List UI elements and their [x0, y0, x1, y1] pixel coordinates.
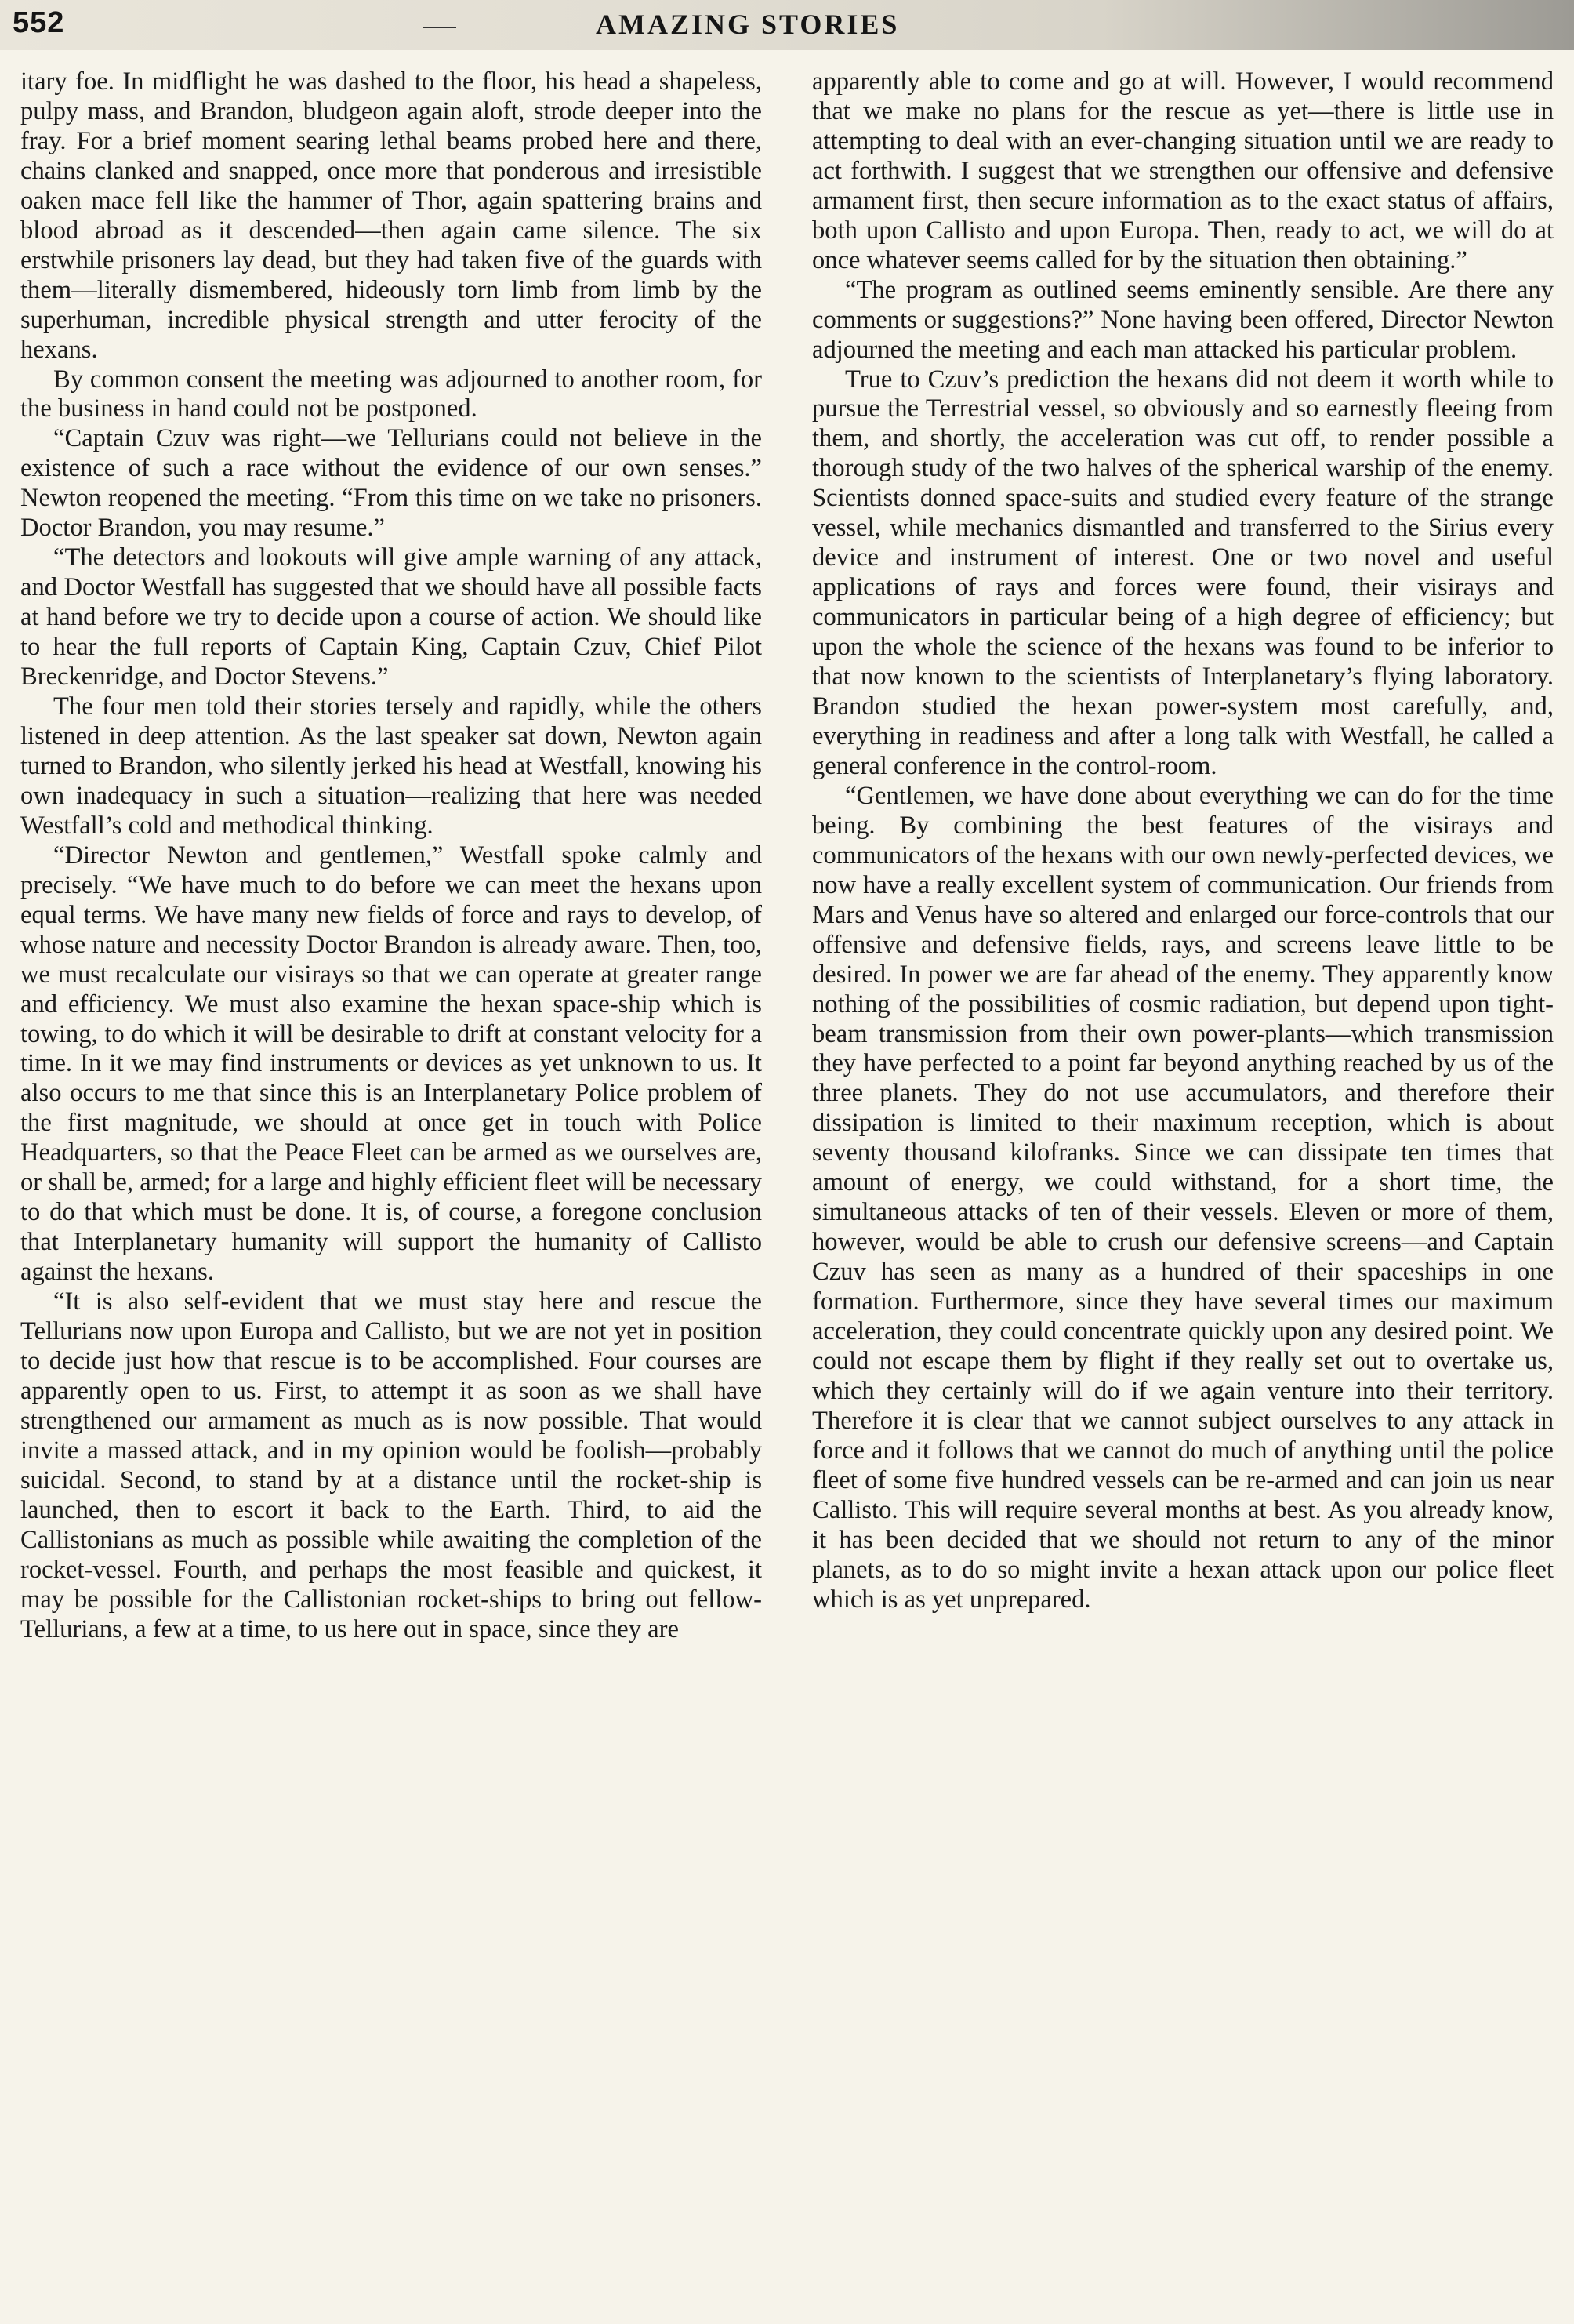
page-number: 552 [13, 6, 65, 39]
paragraph: “The detectors and lookouts will give ample warning of any attack, and Doctor Westfall has suggested that we should have all possible facts at hand before we try to decide upon a course of action. We should like to hear the full reports of Captain King, Captain Czuv, Chief Pilot Breckenridge, and Doctor Stevens.” [20, 543, 762, 692]
header-rule [423, 27, 456, 28]
right-column [812, 67, 1554, 1615]
paragraph: apparently able to come and go at will. However, I would recommend that we make no plans for the rescue as yet—there is little use in attempting to deal with an ever-changing situation until we are ready to act forthwith. I suggest that we strengthen our offensive and defensive armament first, then secure information as to the exact status of affairs, both upon Callisto and upon Europa. Then, ready to act, we will do at once whatever seems called for by the situation then obtaining.” [812, 67, 1554, 274]
paragraph: “Gentlemen, we have done about everything we can do for the time being. By combining the best features of the visirays and communicators of the hexans with our own newly-perfected devices, we now have a really excellent system of communication. Our friends from Mars and Venus have so altered and enlarged our force-controls that our offensive and defensive fields, rays, and screens leave little to be desired. In power we are far ahead of the enemy. They apparently know nothing of the possibilities of cosmic radiation, but depend upon tight-beam transmission from their own power-plants—which transmission they have perfected to a point far beyond anything reached by us of the three planets. They do not use accumulators, and therefore their dissipation is limited to their maximum reception, which is about seventy thousand kilofranks. Since we can dissipate ten times that amount of energy, we could withstand, for a short time, the simultaneous attacks of ten of their vessels. Eleven or more of them, however, would be able to crush our defensive screens—and Captain Czuv has seen as many as a hundred of their spaceships in one formation. Furthermore, since they have several times our maximum acceleration, they could concentrate quickly upon any desired point. We could not escape them by flight if they really set out to overtake us, which they certainly will do if we again venture into their territory. Therefore it is clear that we cannot subject ourselves to any attack in force and it follows that we cannot do much of anything until the police fleet of some five hundred vessels can be re-armed and can join us near Callisto. This will require several months at best. As you already know, it has been decided that we should not return to any of the minor planets, as to do so might invite a hexan attack upon our police fleet which is as yet unprepared. [812, 781, 1554, 1614]
paragraph: “Captain Czuv was right—we Tellurians could not believe in the existence of such a race without the evidence of our own senses.” Newton reopened the meeting. “From this time on we take no prisoners. Doctor Brandon, you may resume.” [20, 424, 762, 543]
paragraph: “The program as outlined seems eminently sensible. Are there any comments or suggestions?” None having been offered, Director Newton adjourned the meeting and each man attacked his particular problem. [812, 275, 1554, 364]
paragraph: The four men told their stories tersely and rapidly, while the others listened in deep attention. As the last speaker sat down, Newton again turned to Brandon, who silently jerked his head at Westfall, knowing his own inadequacy in such a situation—realizing that here was needed Westfall’s cold and methodical thinking. [20, 692, 762, 840]
paragraph: “Director Newton and gentlemen,” Westfall spoke calmly and precisely. “We have much to do before we can meet the hexans upon equal terms. We have many new fields of force and rays to develop, of whose nature and necessity Doctor Brandon is already aware. Then, too, we must recalculate our visirays so that we can operate at greater range and efficiency. We must also examine the hexan space-ship which is towing, to do which it will be desirable to drift at constant velocity for a time. In it we may find instruments or devices as yet unknown to us. It also occurs to me that since this is an Interplanetary Police problem of the first magnitude, we should at once get in touch with Police Headquarters, so that the Peace Fleet can be armed as we ourselves are, or shall be, armed; for a large and highly efficient fleet will be necessary to do that which must be done. It is, of course, a foregone conclusion that Interplanetary humanity will support the humanity of Callisto against the hexans. [20, 841, 762, 1287]
paragraph: “It is also self-evident that we must stay here and rescue the Tellurians now upon Europa and Callisto, but we are not yet in position to decide just how that rescue is to be accomplished. Four courses are apparently open to us. First, to attempt it as soon as we shall have strengthened our armament as much as is now possible. That would invite a massed attack, and in my opinion would be foolish—probably suicidal. Second, to stand by at a distance until the rocket-ship is launched, then to escort it back to the Earth. Third, to aid the Callistonians as much as possible while awaiting the completion of the rocket-vessel. Fourth, and perhaps the most feasible and quickest, it may be possible for the Callistonian rocket-ships to bring out fellow-Tellurians, a few at a time, to us here out in space, since they are [20, 1287, 762, 1643]
left-column [20, 67, 762, 1645]
running-title: AMAZING STORIES [596, 9, 900, 40]
page-header [0, 0, 1574, 50]
paragraph: True to Czuv’s prediction the hexans did not deem it worth while to pursue the Terrestrial vessel, so obviously and so earnestly fleeing from them, and shortly, the acceleration was cut off, to render possible a thorough study of the two halves of the spherical warship of the enemy. Scientists donned space-suits and studied every feature of the strange vessel, while mechanics dismantled and transferred to the Sirius every device and instrument of interest. One or two novel and useful applications of rays and forces were found, their visirays and communicators in particular being of a high degree of efficiency; but upon the whole the science of the hexans was found to be inferior to that now known to the scientists of Interplanetary’s flying laboratory. Brandon studied the hexan power-system most carefully, and, everything in readiness and after a long talk with Westfall, he called a general conference in the control-room. [812, 365, 1554, 780]
paragraph: itary foe. In midflight he was dashed to the floor, his head a shapeless, pulpy mass, and Brandon, bludgeon again aloft, strode deeper into the fray. For a brief moment searing lethal beams probed here and there, chains clanked and snapped, once more that ponderous and irresistible oaken mace fell like the hammer of Thor, again spattering brains and blood abroad as it descended—then again came silence. The six erstwhile prisoners lay dead, but they had taken five of the guards with them—literally dismembered, hideously torn limb from limb by the superhuman, incredible physical strength and utter ferocity of the hexans. [20, 67, 762, 364]
paragraph: By common consent the meeting was adjourned to another room, for the business in hand could not be postponed. [20, 365, 762, 423]
